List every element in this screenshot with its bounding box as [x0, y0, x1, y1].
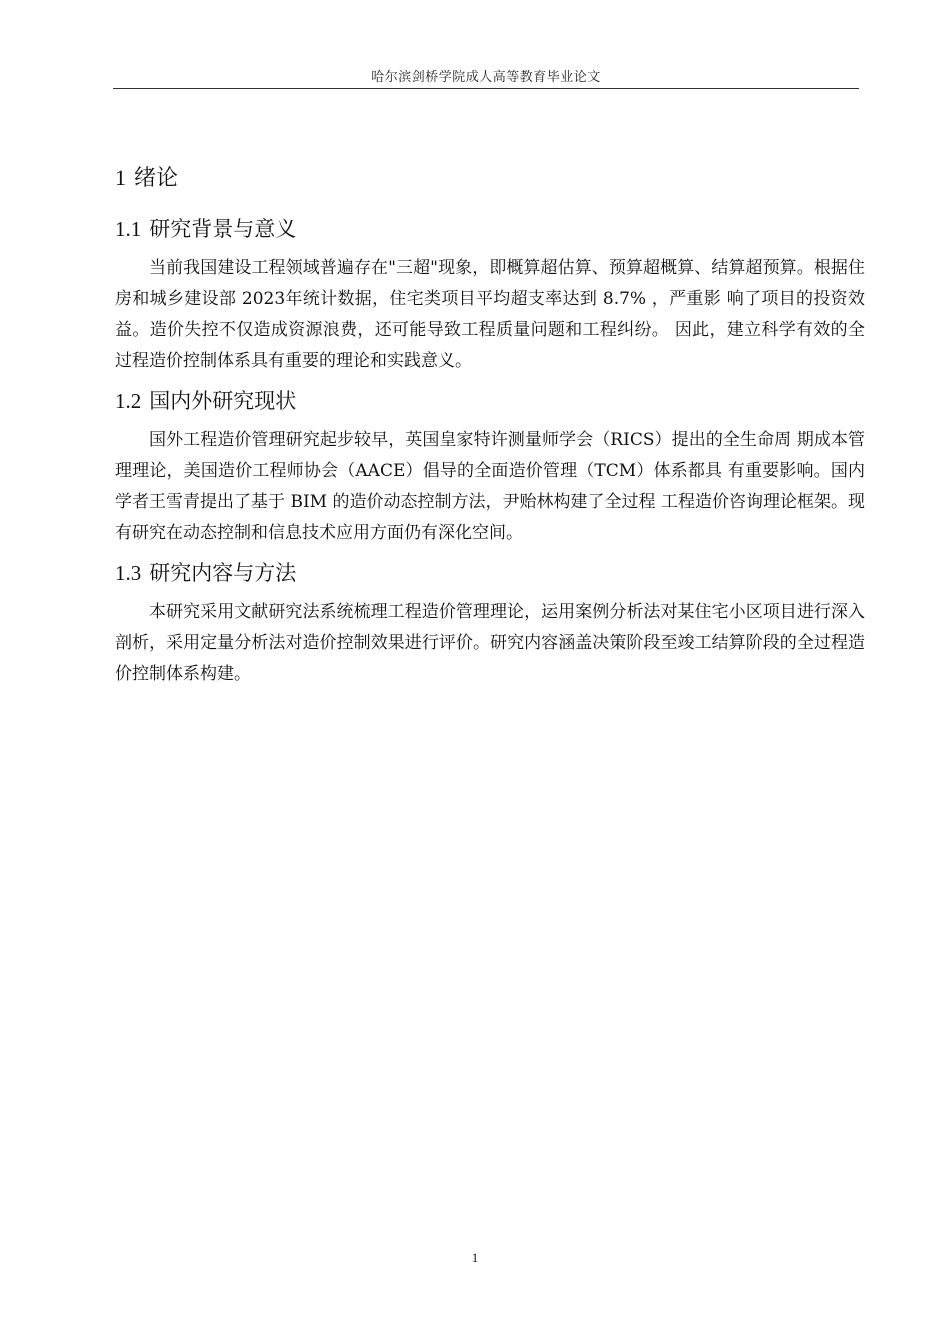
chapter-number: 1 — [115, 165, 126, 190]
section-heading-1-1 — [115, 209, 865, 249]
page-number: 1 — [471, 1250, 479, 1265]
section-paragraph-1-1: 当前我国建设工程领域普遍存在"三超"现象，即概算超估算、预算超概算、结算超预算。根据住房和城乡建设部 2023年统计数据，住宅类项目平均超支率达到 8.7% ，严重影 响了项目的投资效益。造价失控不仅造成资源浪费，还可能导致工程质量问题和工程纠纷。 因此，建立科学有效的全过程造价控制体系具有重要的理论和实践意义。 — [115, 258, 865, 371]
section-number: 1.1 — [115, 217, 142, 241]
section-number: 1.2 — [115, 389, 142, 413]
header-divider — [113, 88, 859, 89]
chapter-title: 绪论 — [134, 166, 179, 191]
section-paragraph-1-3: 本研究采用文献研究法系统梳理工程造价管理理论，运用案例分析法对某住宅小区项目进行深入剖析，采用定量分析法对造价控制效果进行评价。研究内容涵盖决策阶段至竣工结算阶段的全过程造价控制体系构建。 — [115, 602, 865, 684]
section-title: 研究背景与意义 — [149, 217, 297, 241]
section-title: 国内外研究现状 — [149, 389, 297, 413]
chapter-heading — [115, 158, 865, 199]
section-number: 1.3 — [115, 561, 142, 585]
page-body — [115, 158, 865, 694]
section-title: 研究内容与方法 — [149, 561, 297, 585]
section-paragraph-1-2: 国外工程造价管理研究起步较早，英国皇家特许测量师学会（RICS）提出的全生命周 期成本管理理论，美国造价工程师协会（AACE）倡导的全面造价管理（TCM）体系都具 有重要影响。国内学者王雪青提出了基于 BIM 的造价动态控制方法，尹贻林构建了全过程 工程造价咨询理论框架。现有研究在动态控制和信息技术应用方面仍有深化空间。 — [115, 430, 865, 543]
section-heading-1-2 — [115, 381, 865, 421]
running-header: 哈尔滨剑桥学院成人高等教育毕业论文 — [371, 70, 601, 85]
section-heading-1-3 — [115, 553, 865, 593]
